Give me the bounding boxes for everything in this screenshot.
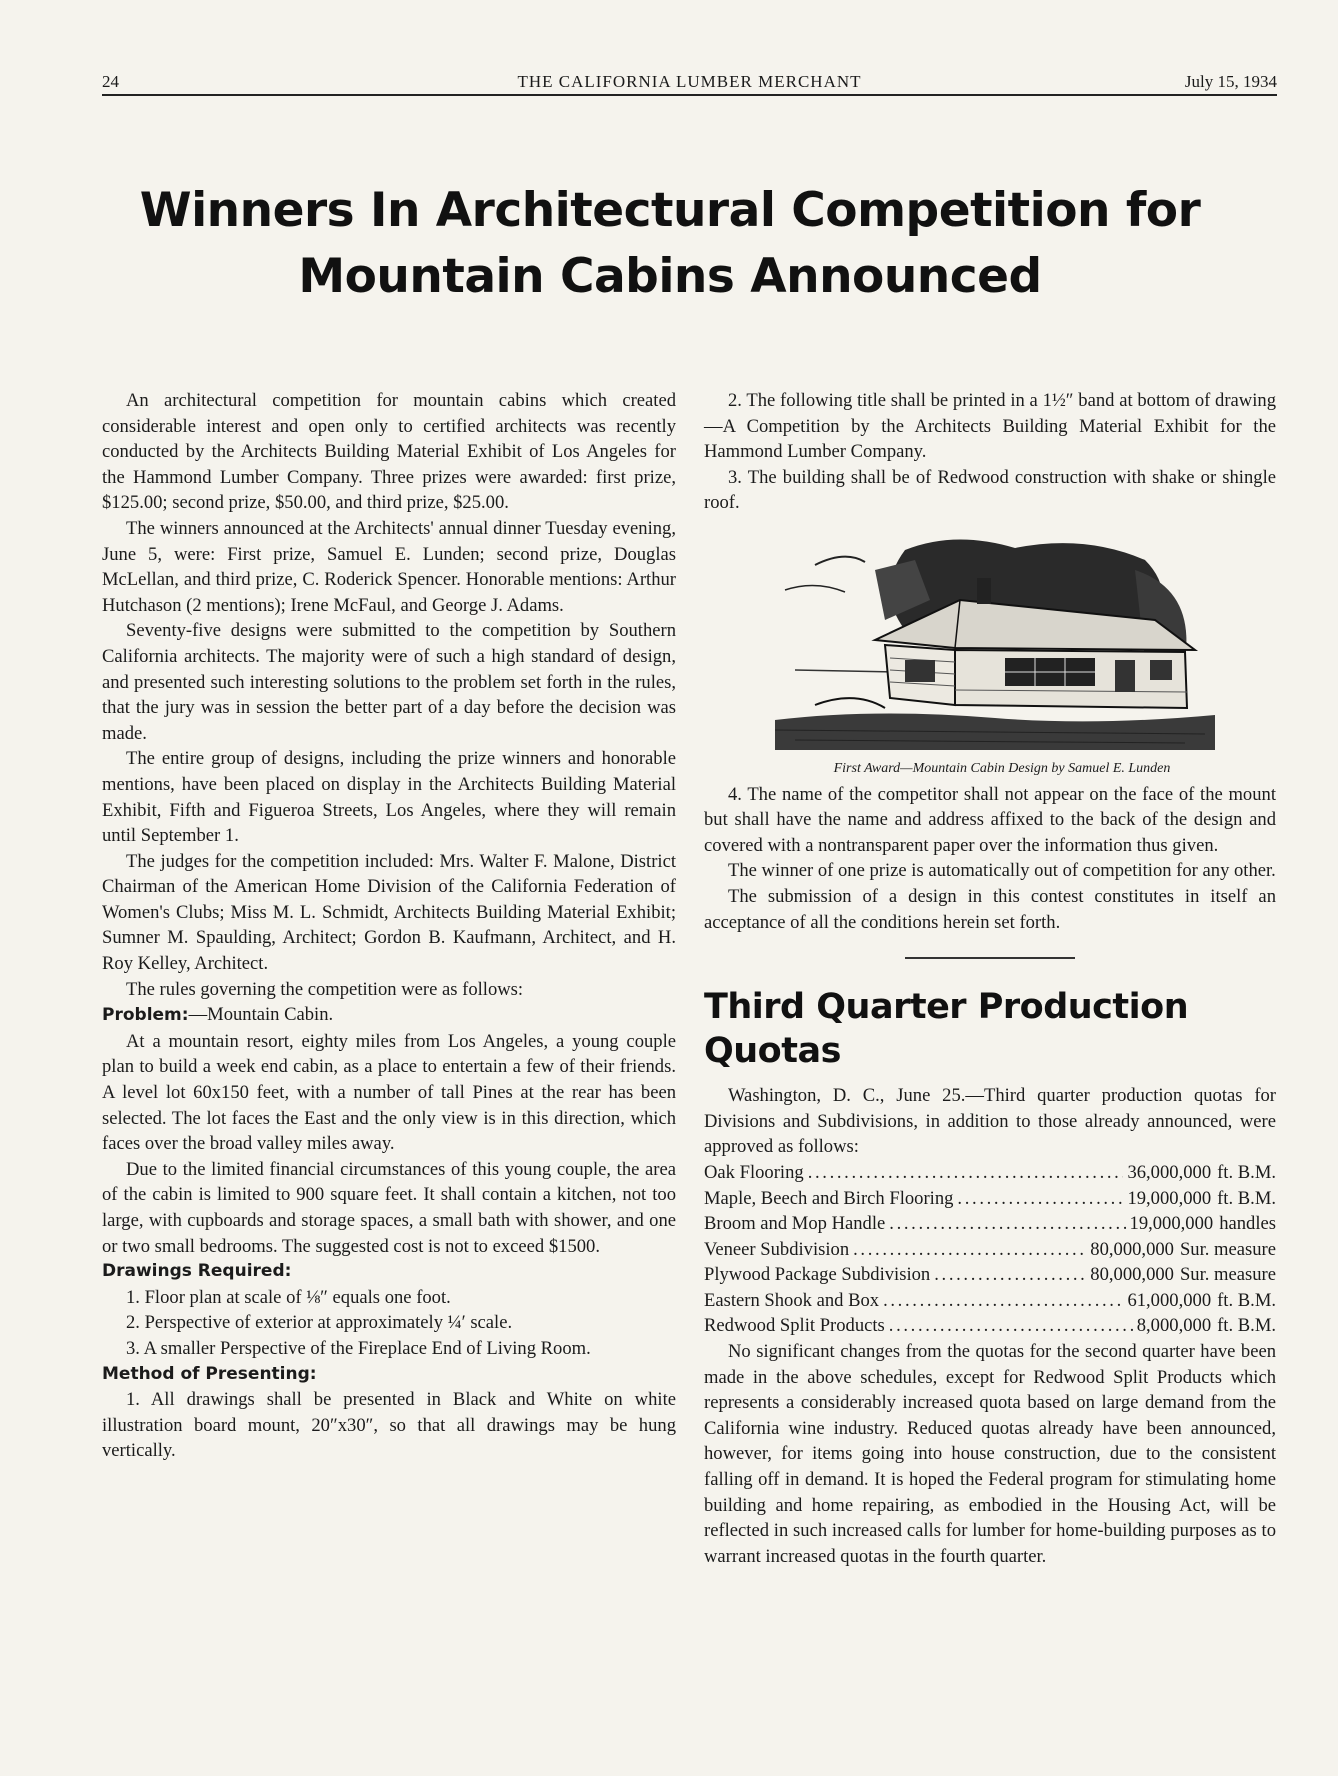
problem-line — [102, 1002, 676, 1029]
drawing-item: 2. Perspective of exterior at approximately ¼′ scale. — [126, 1312, 513, 1334]
quota-unit: handles — [1219, 1213, 1276, 1235]
quota-label: Broom and Mop Handle — [704, 1213, 886, 1235]
paragraph: Seventy-five designs were submitted to the competition by Southern California architects. The majority were of such a high standard of design, and presented such interesting solutions to the problem set forth in the rules, that the jury was in session the better part of a day before the decision was made. — [102, 620, 676, 744]
quota-amount: 80,000,000 — [1090, 1264, 1174, 1286]
method-item: 1. All drawings shall be presented in Black and White on white illustration board mount, 20″x30″, so that all drawings may be hung vertically. — [102, 1389, 676, 1462]
quota-amount: 8,000,000 — [1136, 1315, 1212, 1337]
quota-unit: ft. B.M. — [1217, 1187, 1276, 1209]
paragraph: The judges for the competition included: Mrs. Walter F. Malone, District Chairman of the American Home Division of the California Federation of Women's Clubs; Miss M. L. Schmidt, Architects Building Material Exhibit; Sumner M. Spaulding, Architect; Gordon B. Kaufmann, Architect, and H. Roy Kelley, Architect. — [102, 850, 676, 975]
drawings-required-heading: Drawings Required: — [102, 1261, 292, 1282]
illustration-caption: First Award—Mountain Cabin Design by Samuel E. Lunden — [833, 760, 1171, 776]
page-number: 24 — [102, 72, 119, 91]
dot-leader — [883, 1288, 1123, 1314]
quota-label: Oak Flooring — [704, 1161, 804, 1183]
paragraph: 3. The building shall be of Redwood construction with shake or shingle roof. — [704, 466, 1276, 514]
quota-row — [704, 1160, 1276, 1186]
method-heading: Method of Presenting: — [102, 1363, 317, 1384]
paragraph: The entire group of designs, including the prize winners and honorable mentions, have been placed on display in the Architects Building Material Exhibit, Fifth and Figueroa Streets, Los Angeles, where they will remain until September 1. — [102, 748, 676, 847]
quota-unit: Sur. measure — [1179, 1264, 1276, 1286]
article-title — [120, 178, 1220, 310]
paragraph: The rules governing the competition were as follows: — [126, 978, 524, 1000]
quota-label: Eastern Shook and Box — [704, 1289, 880, 1311]
quota-row — [704, 1186, 1276, 1212]
paragraph: 4. The name of the competitor shall not appear on the face of the mount but shall have the name and address affixed to the back of the design and covered with a nontransparent paper over the information thus given. — [704, 783, 1276, 856]
dot-leader — [808, 1160, 1124, 1186]
paragraph: The winners announced at the Architects' annual dinner Tuesday evening, June 5, were: First prize, Samuel E. Lunden; second prize, Douglas McLellan, and third prize, C. Roderick Spencer. Honorable mentions: Arthur Hutchason (2 mentions); Irene McFaul, and George J. Adams. — [102, 517, 676, 616]
quota-amount: 19,000,000 — [1129, 1213, 1214, 1235]
paragraph: 2. The following title shall be printed in a 1½″ band at bottom of drawing—A Competition by the Architects Building Material Exhibit for the Hammond Lumber Company. — [704, 390, 1276, 463]
dot-leader — [889, 1313, 1133, 1339]
quotas-intro: Washington, D. C., June 25.—Third quarter production quotas for Divisions and Subdivisions, in addition to those already announced, were approved as follows: — [704, 1085, 1276, 1158]
quota-amount: 19,000,000 — [1127, 1187, 1212, 1209]
quota-unit: Sur. measure — [1179, 1238, 1276, 1260]
quota-label: Redwood Split Products — [704, 1315, 885, 1337]
problem-label: Problem: — [102, 1005, 189, 1026]
quota-row — [704, 1237, 1276, 1263]
quota-list — [704, 1160, 1276, 1339]
problem-text: —Mountain Cabin. — [188, 1004, 334, 1026]
drawing-item: 3. A smaller Perspective of the Fireplace End of Living Room. — [126, 1337, 591, 1359]
quotas-heading: Third Quarter Production Quotas — [704, 987, 1189, 1072]
dot-leader — [934, 1262, 1086, 1288]
quota-amount: 36,000,000 — [1127, 1161, 1212, 1183]
paragraph: At a mountain resort, eighty miles from Los Angeles, a young couple plan to build a week end cabin, as a place to entertain a few of their friends. A level lot 60x150 feet, with a number of tall Pines at the rear has been selected. The lot faces the East and the only view is in this direction, which faces over the broad valley miles away. — [102, 1030, 676, 1155]
dot-leader — [889, 1211, 1125, 1237]
article-title-line-2: Mountain Cabins Announced — [298, 249, 1042, 304]
dot-leader — [853, 1237, 1086, 1263]
right-column — [704, 388, 1276, 1569]
quota-label: Maple, Beech and Birch Flooring — [704, 1187, 954, 1209]
paragraph: Due to the limited financial circumstances of this young couple, the area of the cabin is limited to 900 square feet. It shall contain a kitchen, not too large, with cupboards and storage spaces, a small bath with shower, and one or two small bedrooms. The suggested cost is not to exceed $1500. — [102, 1158, 676, 1257]
page-header — [102, 72, 1277, 96]
paragraph: An architectural competition for mountain cabins which created considerable interest and open only to certified architects was recently conducted by the Architects Building Material Exhibit of Los Angeles for the Hammond Lumber Company. Three prizes were awarded: first prize, $125.00; second prize, $50.00, and third prize, $25.00. — [102, 390, 676, 514]
quota-label: Veneer Subdivision — [704, 1238, 850, 1260]
cabin-illustration — [755, 530, 1225, 750]
quota-label: Plywood Package Subdivision — [704, 1264, 931, 1286]
quota-unit: ft. B.M. — [1217, 1289, 1276, 1311]
quota-amount: 61,000,000 — [1127, 1289, 1212, 1311]
quota-row — [704, 1313, 1276, 1339]
publication-name: THE CALIFORNIA LUMBER MERCHANT — [517, 72, 862, 91]
issue-date: July 15, 1934 — [1184, 72, 1277, 91]
quota-row — [704, 1262, 1276, 1288]
paragraph: The winner of one prize is automatically out of competition for any other. — [728, 860, 1276, 882]
quota-row — [704, 1288, 1276, 1314]
drawing-item: 1. Floor plan at scale of ⅛″ equals one foot. — [126, 1286, 451, 1308]
quota-unit: ft. B.M. — [1217, 1161, 1276, 1183]
article-title-line-1: Winners In Architectural Competition for — [139, 183, 1201, 238]
dot-leader — [957, 1186, 1123, 1212]
paragraph: The submission of a design in this contest constitutes in itself an acceptance of all the conditions herein set forth. — [704, 885, 1276, 933]
quota-row — [704, 1211, 1276, 1237]
left-column — [102, 388, 676, 1464]
section-divider — [905, 957, 1075, 959]
quota-amount: 80,000,000 — [1090, 1238, 1174, 1260]
quota-unit: ft. B.M. — [1217, 1315, 1276, 1337]
quotas-closing: No significant changes from the quotas for the second quarter have been made in the above schedules, except for Redwood Split Products which represents a considerably increased quota based on large demand from the California wine industry. Reduced quotas already have been announced, however, for items going into house construction, due to the consistent falling off in demand. It is hoped the Federal program for stimulating home building and home repairing, as embodied in the Housing Act, will be reflected in such increased calls for lumber for home-building purposes as to warrant increased quotas in the fourth quarter. — [704, 1341, 1276, 1567]
